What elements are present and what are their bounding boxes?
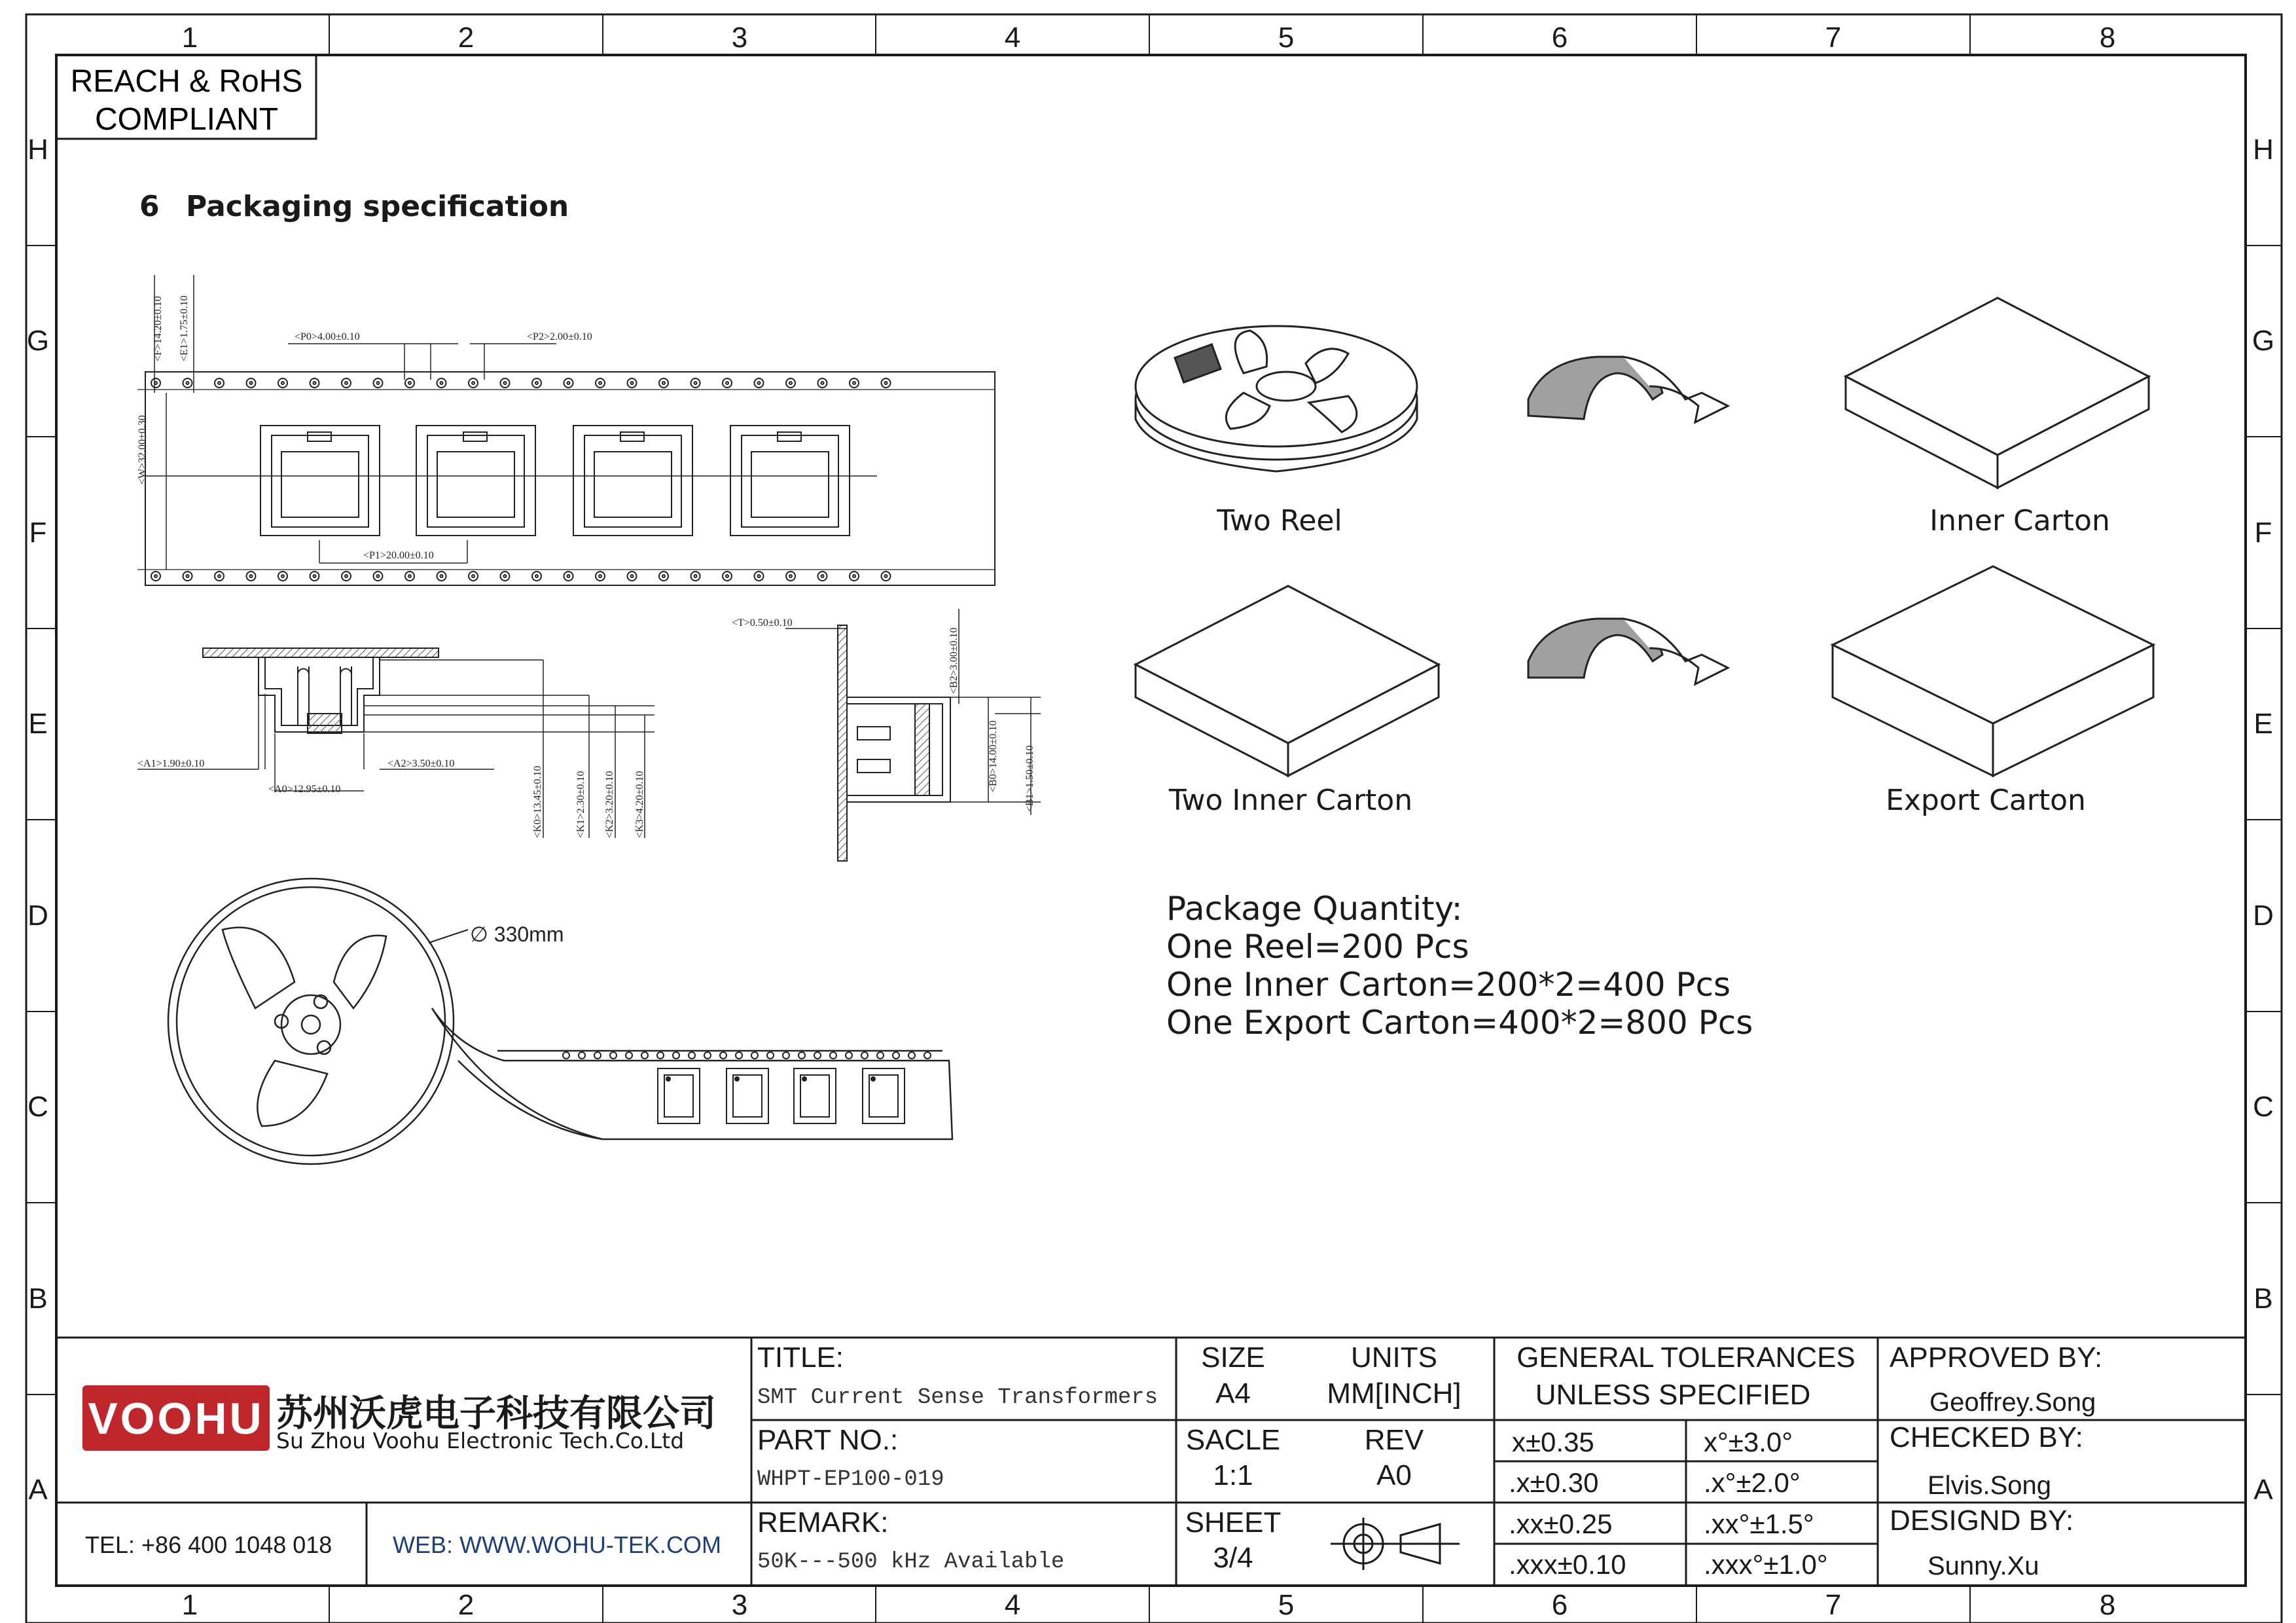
tolerance-x2: .xx±0.25 xyxy=(1509,1508,1613,1539)
sprocket-hole-center xyxy=(440,382,443,384)
sprocket-hole-center xyxy=(187,382,189,384)
svg-text:VOOHU: VOOHU xyxy=(88,1394,264,1444)
zone-labels xyxy=(27,22,2274,1621)
tolerance-heading-1: GENERAL TOLERANCES xyxy=(1516,1341,1856,1374)
sprocket-hole-center xyxy=(758,575,761,577)
reel-tape-hole xyxy=(861,1052,868,1059)
title-label: TITLE: xyxy=(757,1341,844,1374)
sprocket-hole xyxy=(310,572,319,581)
sprocket-hole-center xyxy=(472,382,475,384)
sprocket-hole xyxy=(596,572,605,581)
units-value: MM[INCH] xyxy=(1327,1377,1462,1410)
zone-row-c: C xyxy=(27,1091,48,1123)
title-block-grid xyxy=(56,1338,2246,1586)
sprocket-hole-center xyxy=(599,382,601,384)
sprocket-hole xyxy=(342,378,351,388)
sprocket-hole-center xyxy=(535,575,538,577)
sheet-value: 3/4 xyxy=(1213,1542,1253,1574)
sprocket-hole xyxy=(659,572,668,581)
sprocket-hole xyxy=(278,572,287,581)
sprocket-hole xyxy=(532,572,541,581)
zone-col-8-bottom: 8 xyxy=(2099,1589,2116,1621)
sprocket-hole-center xyxy=(440,575,443,577)
zone-col-1: 1 xyxy=(181,22,198,54)
sprocket-hole-center xyxy=(250,382,253,384)
sprocket-hole-center xyxy=(377,575,380,577)
approvals xyxy=(1890,1341,2102,1580)
sprocket-hole-center xyxy=(408,575,411,577)
sprocket-hole xyxy=(278,378,287,388)
sprocket-hole-center xyxy=(154,575,157,577)
remark-value: 50K---500 kHz Available xyxy=(757,1550,1065,1575)
tolerance-x1: .x±0.30 xyxy=(1509,1467,1599,1498)
checked-value: Elvis.Song xyxy=(1928,1471,2051,1500)
zone-col-6: 6 xyxy=(1551,22,1568,54)
dim-k1: <K1>2.30±0.10 xyxy=(575,771,586,838)
sprocket-hole xyxy=(183,378,192,388)
sprocket-hole xyxy=(374,378,383,388)
reel-icon xyxy=(1136,326,1417,471)
zone-ticks xyxy=(26,14,2282,1623)
sprocket-hole-center xyxy=(250,575,253,577)
export-carton-icon xyxy=(1833,566,2153,776)
sprocket-hole xyxy=(215,378,224,388)
sprocket-hole xyxy=(469,572,478,581)
sprocket-hole xyxy=(532,378,541,388)
reel-tape-hole xyxy=(908,1052,915,1059)
dim-k2: <K2>3.20±0.10 xyxy=(604,771,615,838)
label-two-inner-carton: Two Inner Carton xyxy=(1168,784,1413,817)
sprocket-hole-center xyxy=(821,382,824,384)
remark-label: REMARK: xyxy=(757,1506,889,1539)
sprocket-hole xyxy=(786,378,795,388)
dim-a1: <A1>1.90±0.10 xyxy=(137,758,205,769)
flow-arrow-2 xyxy=(1528,619,1728,684)
company-tel: TEL: +86 400 1048 018 xyxy=(85,1531,332,1558)
dim-p1: <P1>20.00±0.10 xyxy=(363,550,434,561)
two-inner-carton-icon xyxy=(1136,586,1439,776)
sprocket-hole-center xyxy=(154,382,157,384)
tolerance-x: x±0.35 xyxy=(1512,1427,1594,1457)
zone-col-5-bottom: 5 xyxy=(1278,1589,1295,1621)
dim-k0: <K0>13.45±0.10 xyxy=(532,765,543,838)
reel-tape-detail xyxy=(563,1052,931,1123)
dim-b0: <B0>14.00±0.10 xyxy=(988,720,999,792)
reel-tape-hole xyxy=(641,1052,648,1059)
compliance-line-1: REACH & RoHS xyxy=(70,64,303,99)
units-label: UNITS xyxy=(1351,1341,1437,1374)
zone-col-6-bottom: 6 xyxy=(1551,1589,1568,1621)
sprocket-hole xyxy=(469,378,478,388)
reel-tape-pin-mark xyxy=(871,1077,875,1081)
sprocket-hole xyxy=(247,378,256,388)
sprocket-hole-center xyxy=(504,382,507,384)
sprocket-hole-center xyxy=(314,575,316,577)
dim-a2: <A2>3.50±0.10 xyxy=(387,758,455,769)
sprocket-hole xyxy=(596,378,605,388)
reel-tape-hole xyxy=(830,1052,836,1059)
reel-tape-hole xyxy=(893,1052,899,1059)
sprocket-hole-center xyxy=(377,382,380,384)
zone-row-b-right: B xyxy=(2253,1283,2273,1315)
sprocket-hole-center xyxy=(345,382,348,384)
sprocket-hole xyxy=(818,572,827,581)
zone-row-d: D xyxy=(27,900,48,932)
dim-w: <W>32.00±0.30 xyxy=(137,415,148,484)
sprocket-hole-center xyxy=(631,382,634,384)
sprocket-hole xyxy=(183,572,192,581)
sprocket-hole-center xyxy=(789,382,792,384)
tolerance-x1-angle: .x°±2.0° xyxy=(1704,1467,1801,1498)
part-label: PART NO.: xyxy=(757,1424,899,1456)
zone-col-5: 5 xyxy=(1278,22,1295,54)
sprocket-hole xyxy=(405,572,414,581)
quantity-line-reel: One Reel=200 Pcs xyxy=(1166,928,1469,966)
reel-tape-hole xyxy=(704,1052,711,1059)
sprocket-hole-center xyxy=(694,382,697,384)
sprocket-hole-center xyxy=(662,575,665,577)
sprocket-hole-center xyxy=(472,575,475,577)
dim-a0: <A0>12.95±0.10 xyxy=(268,784,341,795)
tolerance-x-angle: x°±3.0° xyxy=(1704,1427,1793,1457)
zone-row-a-right: A xyxy=(2253,1474,2273,1506)
sprocket-hole xyxy=(723,572,732,581)
sprocket-hole xyxy=(628,572,637,581)
sprocket-hole-center xyxy=(631,575,634,577)
carrier-tape-top-view xyxy=(137,275,995,585)
zone-row-f: F xyxy=(29,517,47,549)
sprocket-hole xyxy=(850,378,859,388)
sprocket-hole xyxy=(691,572,700,581)
reel-tape-pin-mark xyxy=(666,1077,670,1081)
dim-e1: <E1>1.75±0.10 xyxy=(179,295,190,361)
label-two-reel: Two Reel xyxy=(1217,504,1342,538)
sprocket-hole xyxy=(882,378,891,388)
sprocket-hole-center xyxy=(567,382,570,384)
reel-tape-hole xyxy=(626,1052,632,1059)
compliance-box xyxy=(56,55,316,139)
sprocket-hole-center xyxy=(758,382,761,384)
reel-tape-hole xyxy=(594,1052,601,1059)
tolerance-x3: .xxx±0.10 xyxy=(1509,1549,1626,1580)
sprocket-hole xyxy=(850,572,859,581)
approved-value: Geoffrey.Song xyxy=(1929,1388,2096,1417)
zone-row-d-right: D xyxy=(2253,900,2274,932)
sprocket-hole xyxy=(818,378,827,388)
reel-tape-pin-mark xyxy=(735,1077,739,1081)
sprocket-hole-center xyxy=(504,575,507,577)
sprocket-hole-center xyxy=(789,575,792,577)
reel-tape-hole xyxy=(736,1052,742,1059)
reel-tape-hole xyxy=(720,1052,726,1059)
quantity-line-export: One Export Carton=400*2=800 Pcs xyxy=(1166,1004,1753,1042)
zone-row-b: B xyxy=(28,1283,48,1315)
zone-row-e-right: E xyxy=(2253,708,2273,740)
tolerance-heading-2: UNLESS SPECIFIED xyxy=(1535,1379,1811,1411)
sprocket-hole xyxy=(882,572,891,581)
sprocket-hole-center xyxy=(187,575,189,577)
compliance-line-2: COMPLIANT xyxy=(94,102,279,137)
zone-row-f-right: F xyxy=(2254,517,2272,549)
sprocket-hole xyxy=(151,378,160,388)
reel-tape-hole xyxy=(783,1052,789,1059)
sprocket-hole-center xyxy=(345,575,348,577)
flow-arrow-1 xyxy=(1528,357,1728,422)
package-quantity xyxy=(1166,890,1753,1042)
sprocket-hole xyxy=(437,572,446,581)
zone-row-c-right: C xyxy=(2253,1091,2274,1123)
quantity-line-inner: One Inner Carton=200*2=400 Pcs xyxy=(1166,966,1731,1004)
sprocket-hole xyxy=(405,378,414,388)
sprocket-hole xyxy=(501,572,510,581)
sprocket-holes xyxy=(151,378,891,581)
reel-diameter-label: ∅ 330mm xyxy=(470,922,564,946)
side-dimension-labels xyxy=(732,617,1035,812)
sprocket-hole-center xyxy=(885,382,888,384)
section-dimension-labels xyxy=(137,758,645,838)
rev-value: A0 xyxy=(1376,1459,1412,1491)
company-web: WEB: WWW.WOHU-TEK.COM xyxy=(393,1531,721,1558)
reel-tape-hole xyxy=(751,1052,758,1059)
zone-col-2-bottom: 2 xyxy=(457,1589,475,1621)
sprocket-hole xyxy=(437,378,446,388)
sprocket-hole xyxy=(786,572,795,581)
sprocket-hole-center xyxy=(281,382,284,384)
sprocket-hole xyxy=(755,378,764,388)
sprocket-hole xyxy=(755,572,764,581)
dim-b2: <B2>3.00±0.10 xyxy=(948,627,960,694)
sheet-label: SHEET xyxy=(1185,1506,1282,1539)
sprocket-hole xyxy=(215,572,224,581)
reel-tape-hole xyxy=(846,1052,852,1059)
zone-col-7: 7 xyxy=(1825,22,1842,54)
dim-t: <T>0.50±0.10 xyxy=(732,617,793,629)
sprocket-hole xyxy=(310,378,319,388)
dim-f: <F>14.20±0.10 xyxy=(152,296,164,361)
zone-col-7-bottom: 7 xyxy=(1825,1589,1842,1621)
company-name-en: Su Zhou Voohu Electronic Tech.Co.Ltd xyxy=(276,1428,685,1453)
zone-col-4: 4 xyxy=(1004,22,1021,54)
zone-row-a: A xyxy=(28,1474,48,1506)
sprocket-hole-center xyxy=(599,575,601,577)
sprocket-hole-center xyxy=(567,575,570,577)
rev-label: REV xyxy=(1364,1424,1424,1456)
sprocket-hole-center xyxy=(218,575,221,577)
approved-label: APPROVED BY: xyxy=(1890,1341,2103,1374)
sprocket-hole-center xyxy=(821,575,824,577)
sprocket-hole xyxy=(564,378,573,388)
dim-k3: <K3>4.20±0.10 xyxy=(634,771,645,838)
sheet-border xyxy=(26,14,2282,1623)
zone-col-3-bottom: 3 xyxy=(731,1589,748,1621)
reel-tape-hole xyxy=(579,1052,585,1059)
zone-col-3: 3 xyxy=(731,22,748,54)
dim-b1: <B1>1.50±0.10 xyxy=(1024,745,1035,812)
sprocket-hole xyxy=(564,572,573,581)
sprocket-hole xyxy=(342,572,351,581)
quantity-heading: Package Quantity: xyxy=(1166,890,1463,928)
title-block-fields xyxy=(757,1341,1856,1575)
sprocket-hole xyxy=(723,378,732,388)
sprocket-hole-center xyxy=(281,575,284,577)
label-export-carton: Export Carton xyxy=(1886,784,2086,817)
size-value: A4 xyxy=(1215,1377,1251,1410)
zone-col-1-bottom: 1 xyxy=(181,1589,198,1621)
sprocket-hole-center xyxy=(218,382,221,384)
sprocket-hole-center xyxy=(726,382,728,384)
part-value: WHPT-EP100-019 xyxy=(757,1467,944,1492)
reel-tape-hole xyxy=(924,1052,931,1059)
reel-tape-hole xyxy=(798,1052,805,1059)
label-inner-carton: Inner Carton xyxy=(1929,504,2110,538)
design-label: DESIGND BY: xyxy=(1890,1504,2074,1537)
reel-drawing xyxy=(168,879,952,1164)
reel-tape-pin-mark xyxy=(802,1077,806,1081)
scale-value: 1:1 xyxy=(1213,1459,1253,1491)
reel-tape-hole xyxy=(767,1052,774,1059)
dim-p0: <P0>4.00±0.10 xyxy=(295,331,360,342)
sprocket-hole-center xyxy=(726,575,728,577)
sprocket-hole-center xyxy=(853,575,855,577)
size-label: SIZE xyxy=(1201,1341,1265,1374)
sprocket-hole-center xyxy=(885,575,888,577)
dim-p2: <P2>2.00±0.10 xyxy=(527,331,592,342)
inner-carton-icon xyxy=(1846,298,2149,488)
zone-row-g-right: G xyxy=(2251,325,2275,357)
tolerance-x3-angle: .xxx°±1.0° xyxy=(1704,1549,1828,1580)
zone-col-8: 8 xyxy=(2099,22,2116,54)
sprocket-hole xyxy=(151,572,160,581)
sprocket-hole-center xyxy=(535,382,538,384)
reel-tape-hole xyxy=(657,1052,664,1059)
section-title: Packaging specification xyxy=(186,190,569,223)
scale-label: SACLE xyxy=(1185,1424,1281,1456)
company-name-cn: 苏州沃虎电子科技有限公司 xyxy=(276,1393,716,1435)
zone-row-h: H xyxy=(27,134,48,166)
reel-tape-hole xyxy=(877,1052,884,1059)
sprocket-hole-center xyxy=(853,382,855,384)
section-heading xyxy=(139,190,569,223)
sprocket-hole-center xyxy=(662,382,665,384)
design-value: Sunny.Xu xyxy=(1928,1552,2039,1580)
reel-tape-hole xyxy=(610,1052,617,1059)
third-angle-projection-icon xyxy=(1331,1518,1460,1570)
sprocket-hole xyxy=(659,378,668,388)
sprocket-hole xyxy=(374,572,383,581)
tolerance-x2-angle: .xx°±1.5° xyxy=(1704,1508,1814,1539)
zone-col-4-bottom: 4 xyxy=(1004,1589,1021,1621)
tape-side-section xyxy=(785,609,1041,861)
title-value: SMT Current Sense Transformers xyxy=(757,1385,1158,1410)
reel-tape-hole xyxy=(673,1052,679,1059)
sprocket-hole-center xyxy=(694,575,697,577)
section-number: 6 xyxy=(139,190,160,223)
sprocket-hole-center xyxy=(408,382,411,384)
sprocket-hole-center xyxy=(314,382,316,384)
sprocket-hole xyxy=(628,378,637,388)
checked-label: CHECKED BY: xyxy=(1890,1421,2083,1453)
sprocket-hole xyxy=(501,378,510,388)
sprocket-hole xyxy=(247,572,256,581)
zone-row-g: G xyxy=(26,325,50,357)
reel-tape-hole xyxy=(814,1052,821,1059)
zone-col-2: 2 xyxy=(457,22,475,54)
zone-row-h-right: H xyxy=(2253,134,2274,166)
sprocket-hole xyxy=(691,378,700,388)
tape-pockets xyxy=(260,426,850,536)
reel-tape-hole xyxy=(563,1052,569,1059)
reel-tape-hole xyxy=(689,1052,695,1059)
zone-row-e: E xyxy=(28,708,48,740)
company-logo xyxy=(82,1385,270,1451)
